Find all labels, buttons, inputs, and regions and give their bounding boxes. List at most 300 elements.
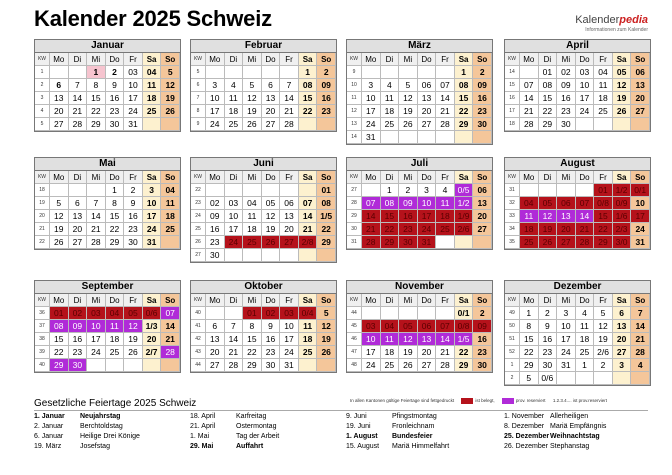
day-cell[interactable]: 12	[612, 79, 631, 92]
day-cell[interactable]: 11	[380, 92, 399, 105]
day-cell[interactable]	[520, 184, 539, 197]
day-cell[interactable]	[362, 66, 381, 79]
day-cell[interactable]: 21	[575, 223, 594, 236]
day-cell[interactable]	[557, 184, 576, 197]
day-cell[interactable]	[298, 249, 317, 262]
day-cell[interactable]: 18	[575, 333, 594, 346]
day-cell[interactable]: 26	[161, 105, 180, 118]
day-cell[interactable]: 18	[520, 223, 539, 236]
day-cell[interactable]	[317, 359, 336, 372]
day-cell[interactable]: 14	[87, 210, 106, 223]
day-cell[interactable]	[436, 307, 455, 320]
day-cell[interactable]: 17	[124, 92, 143, 105]
day-cell[interactable]	[68, 66, 87, 79]
day-cell[interactable]: 25	[520, 236, 539, 249]
day-cell[interactable]: 24	[87, 346, 106, 359]
day-cell[interactable]: 26	[317, 346, 336, 359]
day-cell[interactable]: 3	[362, 79, 381, 92]
day-cell[interactable]: 07	[436, 79, 455, 92]
day-cell[interactable]	[298, 184, 317, 197]
day-cell[interactable]: 28	[161, 346, 180, 359]
day-cell[interactable]: 04	[380, 320, 399, 333]
day-cell[interactable]: 9	[261, 320, 280, 333]
day-cell[interactable]: 17	[87, 333, 106, 346]
day-cell[interactable]: 16	[261, 333, 280, 346]
day-cell[interactable]: 27	[473, 223, 492, 236]
day-cell[interactable]: 31	[557, 359, 576, 372]
day-cell[interactable]: 4	[436, 184, 455, 197]
day-cell[interactable]: 06	[280, 197, 299, 210]
day-cell[interactable]: 26	[399, 118, 418, 131]
day-cell[interactable]: 10	[417, 197, 436, 210]
day-cell[interactable]: 3	[206, 79, 225, 92]
day-cell[interactable]: 21	[436, 105, 455, 118]
day-cell[interactable]	[280, 184, 299, 197]
day-cell[interactable]: 2/8	[298, 236, 317, 249]
brand-logo[interactable]	[575, 14, 648, 33]
day-cell[interactable]: 23	[206, 236, 225, 249]
day-cell[interactable]: 18	[298, 333, 317, 346]
day-cell[interactable]: 24	[417, 223, 436, 236]
day-cell[interactable]	[317, 249, 336, 262]
day-cell[interactable]	[520, 66, 539, 79]
day-cell[interactable]: 13	[612, 320, 631, 333]
day-cell[interactable]: 23	[124, 223, 143, 236]
day-cell[interactable]	[454, 236, 473, 249]
day-cell[interactable]	[243, 66, 262, 79]
day-cell[interactable]: 31	[362, 131, 381, 144]
day-cell[interactable]	[298, 118, 317, 131]
day-cell[interactable]: 3	[417, 184, 436, 197]
day-cell[interactable]: 10	[280, 320, 299, 333]
day-cell[interactable]: 28	[362, 236, 381, 249]
day-cell[interactable]: 28	[224, 359, 243, 372]
day-cell[interactable]: 11	[224, 92, 243, 105]
day-cell[interactable]: 1/3	[142, 320, 161, 333]
day-cell[interactable]: 20	[417, 346, 436, 359]
day-cell[interactable]: 0/6	[538, 372, 557, 385]
day-cell[interactable]: 26	[399, 359, 418, 372]
day-cell[interactable]: 24	[362, 359, 381, 372]
day-cell[interactable]: 21	[224, 346, 243, 359]
day-cell[interactable]: 29	[87, 118, 106, 131]
day-cell[interactable]: 26	[50, 236, 69, 249]
day-cell[interactable]: 4	[380, 79, 399, 92]
day-cell[interactable]	[243, 184, 262, 197]
day-cell[interactable]	[161, 359, 180, 372]
day-cell[interactable]: 30	[473, 118, 492, 131]
day-cell[interactable]: 03	[87, 307, 106, 320]
day-cell[interactable]	[68, 184, 87, 197]
day-cell[interactable]: 19	[594, 333, 613, 346]
day-cell[interactable]: 20	[280, 223, 299, 236]
day-cell[interactable]: 16	[105, 92, 124, 105]
day-cell[interactable]: 0/4	[298, 307, 317, 320]
day-cell[interactable]: 27	[280, 236, 299, 249]
day-cell[interactable]: 02	[206, 197, 225, 210]
day-cell[interactable]	[50, 66, 69, 79]
day-cell[interactable]: 2/3	[612, 223, 631, 236]
day-cell[interactable]: 04	[594, 66, 613, 79]
day-cell[interactable]	[380, 66, 399, 79]
day-cell[interactable]: 7	[280, 79, 299, 92]
day-cell[interactable]: 5	[520, 372, 539, 385]
day-cell[interactable]: 12	[261, 210, 280, 223]
day-cell[interactable]: 2	[105, 66, 124, 79]
day-cell[interactable]: 16	[68, 333, 87, 346]
day-cell[interactable]: 08	[454, 79, 473, 92]
day-cell[interactable]: 13	[50, 92, 69, 105]
day-cell[interactable]: 2	[473, 307, 492, 320]
day-cell[interactable]: 0/6	[142, 307, 161, 320]
day-cell[interactable]: 03	[224, 197, 243, 210]
day-cell[interactable]	[594, 372, 613, 385]
day-cell[interactable]	[575, 184, 594, 197]
day-cell[interactable]: 16	[473, 333, 492, 346]
day-cell[interactable]: 7	[87, 197, 106, 210]
day-cell[interactable]: 15	[520, 333, 539, 346]
day-cell[interactable]: 24	[142, 223, 161, 236]
day-cell[interactable]	[454, 131, 473, 144]
day-cell[interactable]	[612, 118, 631, 131]
day-cell[interactable]: 06	[473, 184, 492, 197]
day-cell[interactable]	[417, 66, 436, 79]
day-cell[interactable]: 15	[298, 92, 317, 105]
day-cell[interactable]	[380, 131, 399, 144]
day-cell[interactable]: 1	[298, 66, 317, 79]
day-cell[interactable]: 0/1	[631, 184, 650, 197]
day-cell[interactable]	[594, 118, 613, 131]
day-cell[interactable]: 4	[631, 359, 650, 372]
day-cell[interactable]: 28	[631, 346, 650, 359]
day-cell[interactable]: 11	[161, 197, 180, 210]
day-cell[interactable]: 04	[520, 197, 539, 210]
day-cell[interactable]: 5	[317, 307, 336, 320]
day-cell[interactable]: 12	[399, 92, 418, 105]
day-cell[interactable]: 23	[473, 346, 492, 359]
day-cell[interactable]: 06	[631, 66, 650, 79]
day-cell[interactable]: 11	[142, 79, 161, 92]
day-cell[interactable]: 10	[142, 197, 161, 210]
day-cell[interactable]: 25	[142, 105, 161, 118]
day-cell[interactable]: 25	[298, 346, 317, 359]
day-cell[interactable]: 04	[161, 184, 180, 197]
day-cell[interactable]: 15	[50, 333, 69, 346]
day-cell[interactable]: 27	[261, 118, 280, 131]
day-cell[interactable]	[161, 118, 180, 131]
day-cell[interactable]: 07	[436, 320, 455, 333]
day-cell[interactable]: 15	[594, 210, 613, 223]
day-cell[interactable]: 08	[50, 320, 69, 333]
day-cell[interactable]: 1	[454, 66, 473, 79]
day-cell[interactable]: 16	[124, 210, 143, 223]
day-cell[interactable]: 21	[520, 105, 539, 118]
day-cell[interactable]	[261, 184, 280, 197]
day-cell[interactable]	[224, 307, 243, 320]
day-cell[interactable]: 31	[124, 118, 143, 131]
day-cell[interactable]: 19	[612, 92, 631, 105]
day-cell[interactable]: 17	[557, 333, 576, 346]
day-cell[interactable]: 8	[87, 79, 106, 92]
day-cell[interactable]	[399, 307, 418, 320]
day-cell[interactable]: 22	[298, 105, 317, 118]
day-cell[interactable]	[575, 372, 594, 385]
day-cell[interactable]: 30	[261, 359, 280, 372]
day-cell[interactable]: 15	[105, 210, 124, 223]
day-cell[interactable]: 7	[631, 307, 650, 320]
day-cell[interactable]: 0/9	[612, 197, 631, 210]
day-cell[interactable]: 13	[473, 197, 492, 210]
day-cell[interactable]: 30	[206, 249, 225, 262]
day-cell[interactable]: 19	[124, 333, 143, 346]
day-cell[interactable]	[612, 372, 631, 385]
day-cell[interactable]: 12	[243, 92, 262, 105]
day-cell[interactable]: 15	[87, 92, 106, 105]
day-cell[interactable]: 14	[68, 92, 87, 105]
day-cell[interactable]: 1	[87, 66, 106, 79]
day-cell[interactable]: 17	[142, 210, 161, 223]
day-cell[interactable]: 28	[575, 236, 594, 249]
day-cell[interactable]: 9	[538, 320, 557, 333]
day-cell[interactable]: 30	[68, 359, 87, 372]
day-cell[interactable]	[399, 131, 418, 144]
day-cell[interactable]: 14	[298, 210, 317, 223]
day-cell[interactable]: 18	[380, 346, 399, 359]
day-cell[interactable]: 30	[399, 236, 418, 249]
day-cell[interactable]: 28	[436, 118, 455, 131]
day-cell[interactable]	[557, 372, 576, 385]
day-cell[interactable]: 01	[594, 184, 613, 197]
day-cell[interactable]	[280, 66, 299, 79]
day-cell[interactable]: 07	[161, 307, 180, 320]
day-cell[interactable]: 10	[87, 320, 106, 333]
day-cell[interactable]: 17	[206, 105, 225, 118]
day-cell[interactable]: 22	[317, 223, 336, 236]
day-cell[interactable]: 22	[50, 346, 69, 359]
day-cell[interactable]: 0/5	[454, 184, 473, 197]
day-cell[interactable]	[261, 249, 280, 262]
day-cell[interactable]: 29	[105, 236, 124, 249]
day-cell[interactable]: 25	[224, 118, 243, 131]
day-cell[interactable]: 20	[50, 105, 69, 118]
day-cell[interactable]: 30	[538, 359, 557, 372]
day-cell[interactable]: 3	[557, 307, 576, 320]
day-cell[interactable]: 02	[68, 307, 87, 320]
day-cell[interactable]: 19	[161, 92, 180, 105]
day-cell[interactable]: 5	[399, 79, 418, 92]
day-cell[interactable]: 19	[317, 333, 336, 346]
day-cell[interactable]: 25	[105, 346, 124, 359]
day-cell[interactable]: 6	[50, 79, 69, 92]
day-cell[interactable]	[575, 118, 594, 131]
day-cell[interactable]: 18	[161, 210, 180, 223]
day-cell[interactable]: 20	[142, 333, 161, 346]
day-cell[interactable]: 21	[298, 223, 317, 236]
day-cell[interactable]	[317, 118, 336, 131]
day-cell[interactable]: 16	[317, 92, 336, 105]
day-cell[interactable]	[631, 372, 650, 385]
day-cell[interactable]: 5	[594, 307, 613, 320]
day-cell[interactable]: 26	[124, 346, 143, 359]
day-cell[interactable]: 22	[87, 105, 106, 118]
day-cell[interactable]: 21	[68, 105, 87, 118]
day-cell[interactable]: 17	[417, 210, 436, 223]
day-cell[interactable]: 02	[557, 66, 576, 79]
day-cell[interactable]: 12	[124, 320, 143, 333]
day-cell[interactable]: 13	[557, 210, 576, 223]
day-cell[interactable]	[473, 131, 492, 144]
day-cell[interactable]: 2	[317, 66, 336, 79]
day-cell[interactable]: 27	[631, 105, 650, 118]
day-cell[interactable]: 5	[161, 66, 180, 79]
day-cell[interactable]: 24	[575, 105, 594, 118]
day-cell[interactable]: 16	[538, 333, 557, 346]
day-cell[interactable]: 21	[362, 223, 381, 236]
day-cell[interactable]: 09	[317, 79, 336, 92]
day-cell[interactable]: 13	[261, 92, 280, 105]
day-cell[interactable]: 01	[50, 307, 69, 320]
day-cell[interactable]: 14	[575, 210, 594, 223]
day-cell[interactable]: 2/6	[594, 346, 613, 359]
day-cell[interactable]: 06	[417, 79, 436, 92]
day-cell[interactable]: 21	[87, 223, 106, 236]
day-cell[interactable]: 09	[68, 320, 87, 333]
day-cell[interactable]: 05	[261, 197, 280, 210]
day-cell[interactable]: 10	[124, 79, 143, 92]
day-cell[interactable]: 22	[380, 223, 399, 236]
day-cell[interactable]: 3	[612, 359, 631, 372]
day-cell[interactable]: 16	[557, 92, 576, 105]
day-cell[interactable]: 12	[594, 320, 613, 333]
day-cell[interactable]: 20	[473, 210, 492, 223]
day-cell[interactable]: 22	[594, 223, 613, 236]
day-cell[interactable]	[436, 236, 455, 249]
day-cell[interactable]: 09	[557, 79, 576, 92]
day-cell[interactable]: 10	[575, 79, 594, 92]
day-cell[interactable]: 13	[417, 92, 436, 105]
day-cell[interactable]: 08	[380, 197, 399, 210]
day-cell[interactable]: 13	[280, 210, 299, 223]
day-cell[interactable]: 22	[454, 105, 473, 118]
day-cell[interactable]: 26	[243, 118, 262, 131]
day-cell[interactable]: 09	[399, 197, 418, 210]
day-cell[interactable]: 23	[473, 105, 492, 118]
day-cell[interactable]: 05	[538, 197, 557, 210]
day-cell[interactable]: 02	[261, 307, 280, 320]
day-cell[interactable]: 1/2	[454, 197, 473, 210]
day-cell[interactable]: 0/8	[454, 320, 473, 333]
day-cell[interactable]: 24	[124, 105, 143, 118]
day-cell[interactable]: 29	[317, 236, 336, 249]
day-cell[interactable]: 07	[298, 197, 317, 210]
day-cell[interactable]: 22	[243, 346, 262, 359]
day-cell[interactable]: 23	[399, 223, 418, 236]
day-cell[interactable]	[473, 236, 492, 249]
day-cell[interactable]: 05	[124, 307, 143, 320]
day-cell[interactable]: 03	[362, 320, 381, 333]
day-cell[interactable]: 5	[50, 197, 69, 210]
day-cell[interactable]: 11	[298, 320, 317, 333]
day-cell[interactable]: 22	[538, 105, 557, 118]
day-cell[interactable]: 17	[280, 333, 299, 346]
day-cell[interactable]: 06	[417, 320, 436, 333]
day-cell[interactable]: 19	[399, 105, 418, 118]
day-cell[interactable]: 31	[280, 359, 299, 372]
day-cell[interactable]: 29	[243, 359, 262, 372]
day-cell[interactable]	[399, 66, 418, 79]
day-cell[interactable]: 2	[594, 359, 613, 372]
day-cell[interactable]: 1	[575, 359, 594, 372]
day-cell[interactable]: 23	[105, 105, 124, 118]
day-cell[interactable]: 14	[280, 92, 299, 105]
day-cell[interactable]: 18	[436, 210, 455, 223]
day-cell[interactable]: 22	[454, 346, 473, 359]
day-cell[interactable]	[206, 307, 225, 320]
day-cell[interactable]: 09	[473, 320, 492, 333]
day-cell[interactable]: 30	[557, 118, 576, 131]
day-cell[interactable]	[206, 184, 225, 197]
day-cell[interactable]: 27	[206, 359, 225, 372]
day-cell[interactable]: 03	[280, 307, 299, 320]
day-cell[interactable]: 29	[454, 118, 473, 131]
day-cell[interactable]: 23	[557, 105, 576, 118]
day-cell[interactable]: 14	[362, 210, 381, 223]
day-cell[interactable]: 01	[243, 307, 262, 320]
day-cell[interactable]: 18	[105, 333, 124, 346]
day-cell[interactable]: 1	[520, 307, 539, 320]
day-cell[interactable]: 28	[68, 118, 87, 131]
day-cell[interactable]: 25	[380, 359, 399, 372]
day-cell[interactable]: 28	[520, 118, 539, 131]
day-cell[interactable]: 09	[473, 79, 492, 92]
day-cell[interactable]	[142, 359, 161, 372]
day-cell[interactable]: 2/6	[454, 223, 473, 236]
day-cell[interactable]: 11	[594, 79, 613, 92]
day-cell[interactable]: 26	[612, 105, 631, 118]
day-cell[interactable]: 29	[520, 359, 539, 372]
day-cell[interactable]: 17	[575, 92, 594, 105]
day-cell[interactable]: 13	[417, 333, 436, 346]
day-cell[interactable]: 08	[298, 79, 317, 92]
day-cell[interactable]	[224, 184, 243, 197]
day-cell[interactable]: 29	[380, 236, 399, 249]
day-cell[interactable]: 11	[380, 333, 399, 346]
day-cell[interactable]: 12	[538, 210, 557, 223]
day-cell[interactable]	[142, 118, 161, 131]
day-cell[interactable]: 14	[631, 320, 650, 333]
day-cell[interactable]: 01	[317, 184, 336, 197]
day-cell[interactable]: 11	[243, 210, 262, 223]
day-cell[interactable]: 15	[454, 92, 473, 105]
day-cell[interactable]: 25	[594, 105, 613, 118]
day-cell[interactable]: 22	[105, 223, 124, 236]
day-cell[interactable]: 15	[538, 92, 557, 105]
day-cell[interactable]: 29	[454, 359, 473, 372]
day-cell[interactable]: 19	[538, 223, 557, 236]
day-cell[interactable]: 12	[317, 320, 336, 333]
day-cell[interactable]: 25	[575, 346, 594, 359]
day-cell[interactable]	[436, 66, 455, 79]
day-cell[interactable]: 17	[362, 105, 381, 118]
day-cell[interactable]: 18	[224, 105, 243, 118]
day-cell[interactable]: 24	[631, 223, 650, 236]
day-cell[interactable]: 6	[68, 197, 87, 210]
day-cell[interactable]: 27	[417, 359, 436, 372]
day-cell[interactable]: 2/7	[142, 346, 161, 359]
day-cell[interactable]: 19	[50, 223, 69, 236]
day-cell[interactable]: 14	[520, 92, 539, 105]
day-cell[interactable]: 8	[105, 197, 124, 210]
